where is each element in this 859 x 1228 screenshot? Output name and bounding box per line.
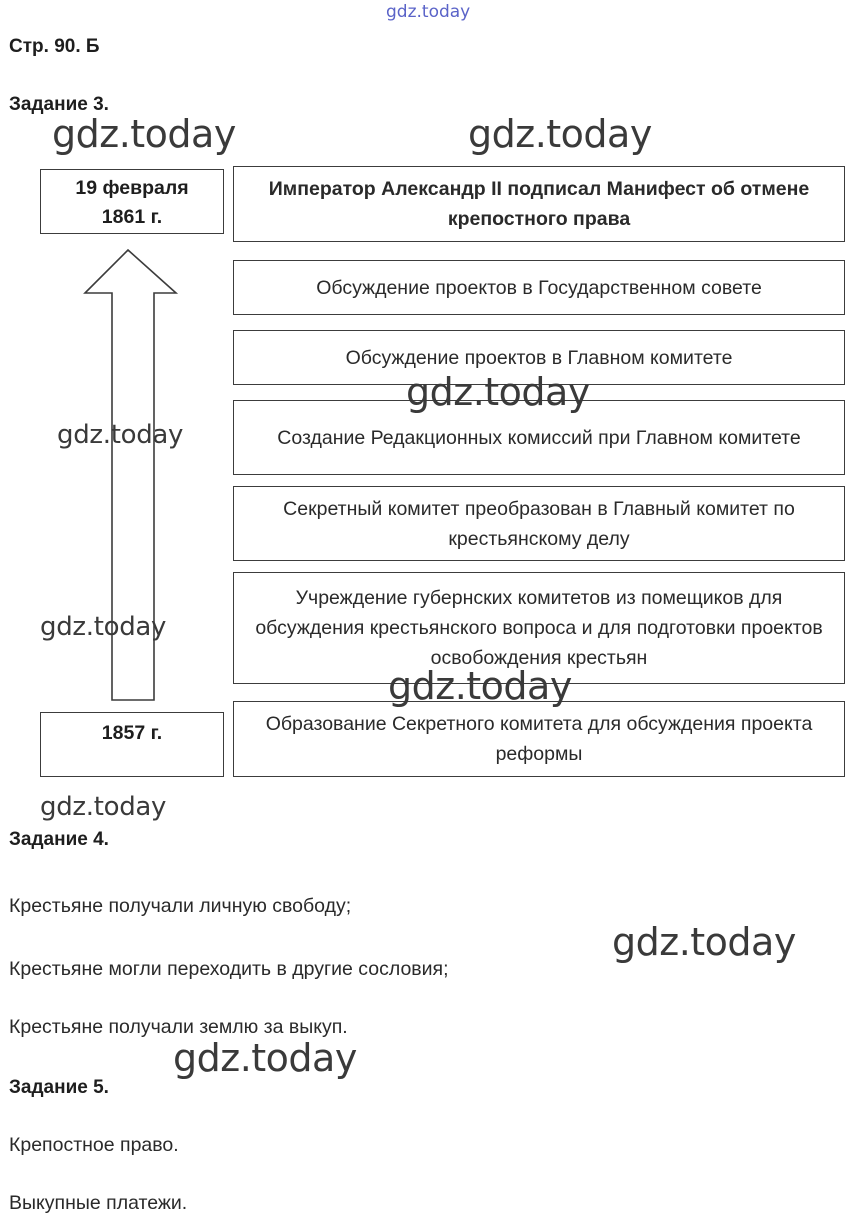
step-text: Учреждение губернских комитетов из помещиков для обсуждения крестьянского вопроса и для подготовки проектов освобождения крестьян xyxy=(255,587,823,669)
task4-answer-1: Крестьяне получали личную свободу; xyxy=(9,895,352,917)
task4-answer-3: Крестьяне получали землю за выкуп. xyxy=(9,1016,348,1038)
task3-title: Задание 3. xyxy=(9,94,109,115)
start-date-box xyxy=(40,712,224,777)
step-text: Создание Редакционных комиссий при Главном комитете xyxy=(277,426,801,449)
task4-title: Задание 4. xyxy=(9,829,109,850)
step-text: Император Александр II подписал Манифест об отмене крепостного права xyxy=(268,178,810,230)
end-date-box xyxy=(40,169,224,234)
step-box-state-council xyxy=(233,260,845,315)
watermark: gdz.today xyxy=(612,920,796,964)
page-label xyxy=(9,36,100,58)
task5-answer-1: Крепостное право. xyxy=(9,1134,179,1156)
start-date: 1857 г. xyxy=(101,722,163,744)
task5-answer-2: Выкупные платежи. xyxy=(9,1192,188,1214)
step-box-secret-to-main xyxy=(233,486,845,561)
step-text: Обсуждение проектов в Государственном совете xyxy=(316,276,762,299)
step-text: Образование Секретного комитета для обсуждения проекта реформы xyxy=(265,713,813,765)
watermark: gdz.today xyxy=(40,612,167,642)
watermark: gdz.today xyxy=(173,1036,357,1080)
watermark: gdz.today xyxy=(388,664,572,708)
step-text: Обсуждение проектов в Главном комитете xyxy=(345,346,733,369)
page-number: Стр. 90. xyxy=(9,36,81,57)
watermark-top: gdz.today xyxy=(386,2,471,22)
end-date-line2: 1861 г. xyxy=(101,206,163,228)
task4-answer-2: Крестьяне могли переходить в другие сословия; xyxy=(9,958,449,980)
step-box-secret-committee xyxy=(233,701,845,777)
watermark: gdz.today xyxy=(52,112,236,156)
step-box-manifesto xyxy=(233,166,845,242)
end-date-line1: 19 февраля xyxy=(75,177,189,199)
watermark: gdz.today xyxy=(57,420,184,450)
watermark: gdz.today xyxy=(468,112,652,156)
page-label-rest: Б xyxy=(85,36,100,57)
task5-title: Задание 5. xyxy=(9,1077,109,1098)
watermark: gdz.today xyxy=(406,370,590,414)
step-text: Секретный комитет преобразован в Главный комитет по крестьянскому делу xyxy=(283,497,795,550)
watermark: gdz.today xyxy=(40,792,167,822)
